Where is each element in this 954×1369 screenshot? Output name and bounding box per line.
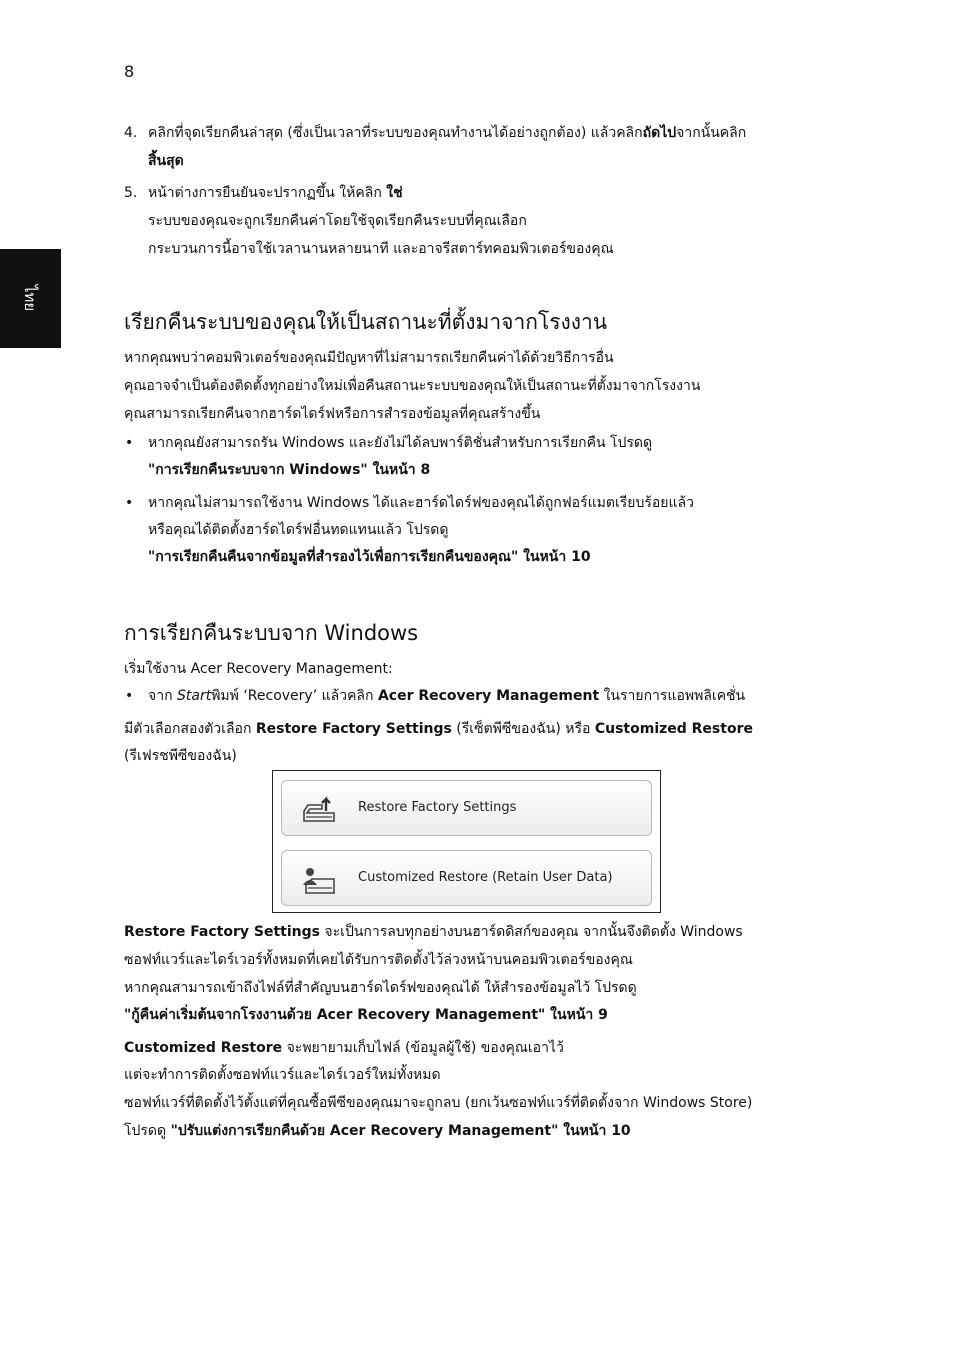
step4-line2 bbox=[148, 151, 184, 171]
step5-text: หน้าต่างการยืนยันจะปรากฏขึ้น ให้คลิก bbox=[148, 185, 387, 201]
custom-desc-line1 bbox=[124, 1038, 564, 1058]
text-run: จะพยายามเก็บไฟล์ (ข้อมูลผู้ใช้) ของคุณเอาไว้ bbox=[282, 1040, 564, 1056]
bullet-icon: • bbox=[125, 435, 134, 451]
restore-factory-settings-button[interactable] bbox=[281, 780, 652, 836]
step5-line1 bbox=[148, 183, 403, 203]
recovery-options-panel bbox=[272, 770, 661, 913]
bullet2-link[interactable] bbox=[148, 547, 591, 567]
customized-restore-label: Customized Restore bbox=[594, 721, 753, 737]
side-tab-label: ไทย bbox=[21, 284, 39, 312]
text-run: (รีเซ็ตพีซีของฉัน) หรือ bbox=[451, 721, 595, 737]
bullet2-line1: หากคุณไม่สามารถใช้งาน Windows ได้และฮาร์ดไดร์ฟของคุณได้ถูกฟอร์แมตเรียบร้อยแล้ว bbox=[148, 495, 694, 511]
text-run: ในรายการแอพพลิเคชั่น bbox=[599, 688, 746, 704]
bullet2-link-text: "การเรียกคืนคืนจากข้อมูลที่สำรองไว้เพื่อการเรียกคืนของคุณ" ในหน้า 10 bbox=[148, 549, 591, 565]
text-run: จาก bbox=[148, 688, 177, 704]
bullet-icon: • bbox=[125, 495, 134, 511]
customized-restore-link[interactable]: "ปรับแต่งการเรียกคืนด้วย Acer Recovery Management" ในหน้า 10 bbox=[170, 1123, 631, 1139]
step4-line1 bbox=[148, 123, 746, 143]
text-run: โปรดดู bbox=[124, 1123, 171, 1139]
bullet1-link-text: "การเรียกคืนระบบจาก Windows" ในหน้า 8 bbox=[148, 462, 431, 478]
step5-line3: กระบวนการนี้อาจใช้เวลานานหลายนาที และอาจรีสตาร์ทคอมพิวเตอร์ของคุณ bbox=[148, 241, 614, 257]
text-run: จะเป็นการลบทุกอย่างบนฮาร์ดดิสก์ของคุณ จากนั้นจึงติดตั้ง Windows bbox=[319, 924, 743, 940]
step-number: 4. bbox=[124, 125, 138, 141]
app-name: Acer Recovery Management bbox=[377, 688, 600, 704]
paragraph-line: (รีเฟรชพีซีของฉัน) bbox=[124, 748, 237, 764]
section-heading-windows-restore: การเรียกคืนระบบจาก Windows bbox=[124, 621, 419, 645]
option-label: Restore Factory Settings bbox=[358, 800, 517, 815]
paragraph-line: คุณอาจจำเป็นต้องติดตั้งทุกอย่างใหม่เพื่อคืนสถานะระบบของคุณให้เป็นสถานะที่ตั้งมาจากโรงงาน bbox=[124, 378, 701, 394]
start-instruction bbox=[148, 686, 745, 706]
customized-restore-button[interactable] bbox=[281, 850, 652, 906]
section-heading-factory-restore: เรียกคืนระบบของคุณให้เป็นสถานะที่ตั้งมาจากโรงงาน bbox=[124, 310, 608, 334]
options-intro bbox=[124, 719, 753, 739]
bullet-icon: • bbox=[125, 688, 134, 704]
bullet2-line2: หรือคุณได้ติดตั้งฮาร์ดไดร์ฟอื่นทดแทนแล้ว โปรดดู bbox=[148, 522, 449, 538]
paragraph-line: หากคุณสามารถเข้าถึงไฟล์ที่สำคัญบนฮาร์ดไดร์ฟของคุณได้ ให้สำรองข้อมูลไว้ โปรดดู bbox=[124, 980, 637, 996]
paragraph-line: เริ่มใช้งาน Acer Recovery Management: bbox=[124, 661, 393, 677]
paragraph-line: ซอฟท์แวร์ที่ติดตั้งไว้ตั้งแต่ที่คุณซื้อพีซีของคุณมาจะถูกลบ (ยกเว้นซอฟท์แวร์ที่ติดตั้งจาก Windows Store) bbox=[124, 1095, 753, 1111]
paragraph-line: ซอฟท์แวร์และไดร์เวอร์ทั้งหมดที่เคยได้รับการติดตั้งไว้ล่วงหน้าบนคอมพิวเตอร์ของคุณ bbox=[124, 952, 633, 968]
next-label: ถัดไป bbox=[642, 125, 677, 141]
option-label: Customized Restore (Retain User Data) bbox=[358, 870, 613, 885]
step4-text-end: จากนั้นคลิก bbox=[676, 125, 747, 141]
yes-label: ใช่ bbox=[386, 185, 403, 201]
step5-line2: ระบบของคุณจะถูกเรียกคืนค่าโดยใช้จุดเรียกคืนระบบที่คุณเลือก bbox=[148, 213, 527, 229]
step-number: 5. bbox=[124, 185, 138, 201]
custom-restore-ref bbox=[124, 1121, 631, 1141]
factory-restore-link[interactable] bbox=[124, 1005, 608, 1025]
step4-text: คลิกที่จุดเรียกคืนล่าสุด (ซึ่งเป็นเวลาที่ระบบของคุณทำงานได้อย่างถูกต้อง) แล้วคลิก bbox=[148, 125, 643, 141]
restore-factory-label: Restore Factory Settings bbox=[124, 924, 320, 940]
bullet1-line1: หากคุณยังสามารถรัน Windows และยังไม่ได้ลบพาร์ติชั่นสำหรับการเรียกคืน โปรดดู bbox=[148, 435, 653, 451]
text-run: มีตัวเลือกสองตัวเลือก bbox=[124, 721, 256, 737]
link-text: "กู้คืนค่าเริ่มต้นจากโรงงานด้วย Acer Recovery Management" ในหน้า 9 bbox=[124, 1007, 608, 1023]
finish-label: สิ้นสุด bbox=[148, 153, 184, 169]
text-run: พิมพ์ ‘Recovery’ แล้วคลิก bbox=[211, 688, 378, 704]
paragraph-line: คุณสามารถเรียกคืนจากฮาร์ดไดร์ฟหรือการสำรองข้อมูลที่คุณสร้างขึ้น bbox=[124, 406, 541, 422]
page-number: 8 bbox=[124, 62, 135, 81]
factory-desc-line1 bbox=[124, 922, 743, 942]
customized-restore-label: Customized Restore bbox=[124, 1040, 283, 1056]
language-side-tab bbox=[0, 249, 61, 348]
bullet1-link[interactable] bbox=[148, 460, 430, 480]
drive-upload-icon bbox=[300, 793, 340, 825]
paragraph-line: แต่จะทำการติดตั้งซอฟท์แวร์และไดร์เวอร์ใหม่ทั้งหมด bbox=[124, 1067, 441, 1083]
start-label: Start bbox=[177, 688, 212, 704]
user-drive-icon bbox=[300, 863, 340, 895]
paragraph-line: หากคุณพบว่าคอมพิวเตอร์ของคุณมีปัญหาที่ไม่สามารถเรียกคืนค่าได้ด้วยวิธีการอื่น bbox=[124, 350, 614, 366]
restore-factory-label: Restore Factory Settings bbox=[255, 721, 452, 737]
